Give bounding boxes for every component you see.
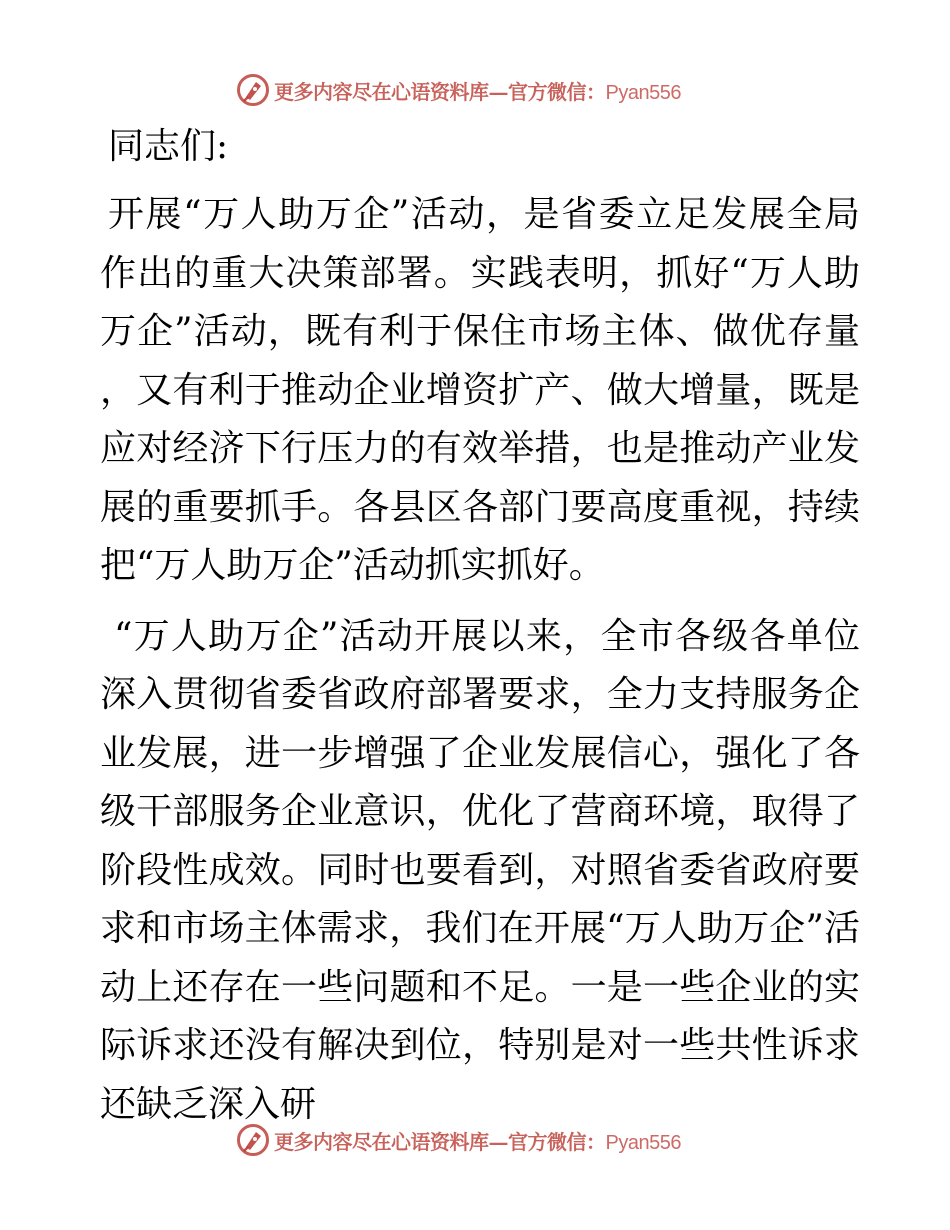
watermark-label: 更多内容尽在心语资料库—官方微信： bbox=[274, 1129, 606, 1154]
header-watermark bbox=[236, 72, 716, 108]
paragraph-1: 开展“万人助万企”活动，是省委立足发展全局作出的重大决策部署。实践表明，抓好“万人助万企”活动，既有利于保住市场主体、做优存量，又有利于推动企业增资扩产、做大增量，既是应对经济下行压力的有效举措，也是推动产业发展的重要抓手。各县区各部门要高度重视，持续把“万人助万企”活动抓实抓好。 bbox=[100, 194, 860, 586]
salutation: 同志们: bbox=[108, 126, 229, 167]
paragraph-2: “万人助万企”活动开展以来，全市各级各单位深入贯彻省委省政府部署要求，全力支持服务企业发展，进一步增强了企业发展信心，强化了各级干部服务企业意识，优化了营商环境，取得了阶段性成效。同时也要看到，对照省委省政府要求和市场主体需求，我们在开展“万人助万企”活动上还存在一些问题和不足。一是一些企业的实际诉求还没有解决到位，特别是对一些共性诉求还缺乏深入研 bbox=[100, 615, 860, 1125]
watermark-handle: Pyan556 bbox=[605, 1131, 681, 1154]
footer-watermark bbox=[236, 1122, 716, 1158]
watermark-label: 更多内容尽在心语资料库—官方微信： bbox=[274, 79, 606, 104]
watermark-handle: Pyan556 bbox=[605, 81, 681, 104]
pen-nib-logo-icon bbox=[236, 73, 270, 107]
document-body bbox=[100, 118, 860, 1146]
watermark-text bbox=[274, 76, 681, 105]
watermark-text bbox=[274, 1126, 681, 1155]
pen-nib-logo-icon bbox=[236, 1123, 270, 1157]
